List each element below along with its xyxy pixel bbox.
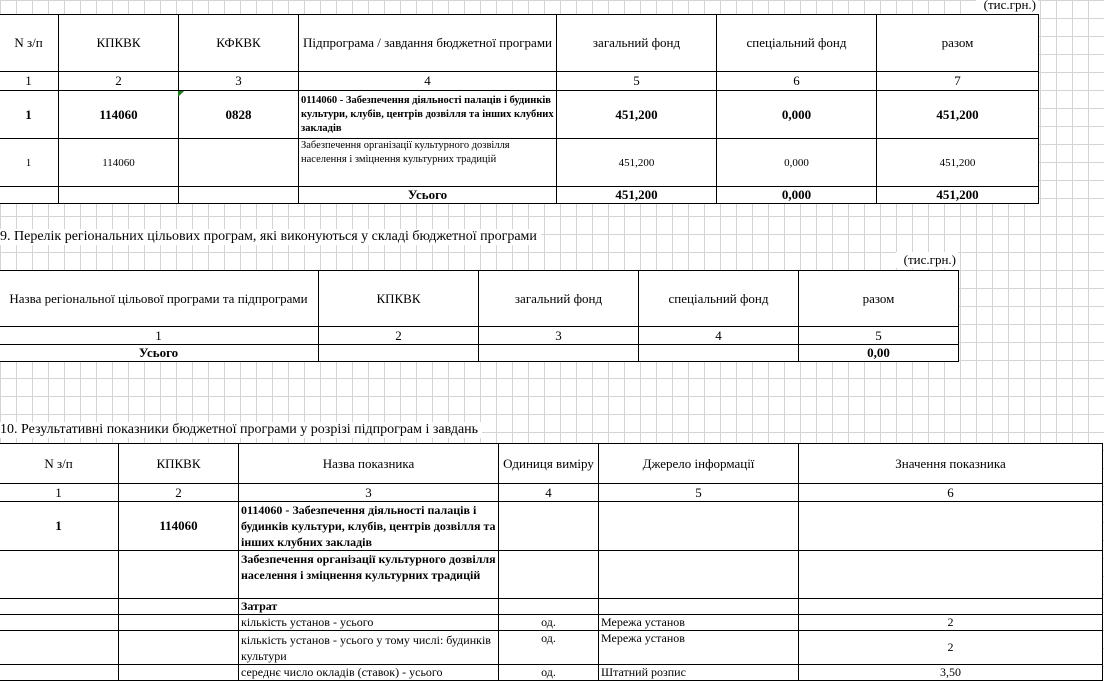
header-cell[interactable]: КПКВК — [119, 444, 239, 484]
indicator-value-cell[interactable]: 3,50 — [799, 665, 1103, 681]
indicator-source-cell[interactable]: Штатний розпис — [599, 665, 799, 681]
special-fund-cell[interactable]: 0,000 — [717, 187, 877, 204]
table3-header-row — [0, 444, 1103, 484]
table1-header-row — [0, 15, 1039, 72]
column-number-cell[interactable]: 2 — [319, 327, 479, 345]
column-number-cell[interactable]: 1 — [0, 72, 59, 91]
column-number-cell[interactable]: 1 — [0, 327, 319, 345]
indicator-unit-cell[interactable]: од. — [499, 615, 599, 631]
empty-cell[interactable] — [0, 599, 119, 615]
indicator-name-cell[interactable]: середнє число окладів (ставок) - усього — [239, 665, 499, 681]
empty-cell[interactable] — [0, 631, 119, 665]
column-number-cell[interactable]: 6 — [717, 72, 877, 91]
column-number-cell[interactable]: 6 — [799, 484, 1103, 502]
empty-cell[interactable] — [119, 551, 239, 599]
header-cell[interactable]: загальний фонд — [557, 15, 717, 72]
column-number-cell[interactable]: 4 — [299, 72, 557, 91]
header-cell[interactable]: КПКВК — [319, 271, 479, 327]
header-cell[interactable]: Одиниця виміру — [499, 444, 599, 484]
section-9-title: 9. Перелік регіональних цільових програм, які виконуються у складі бюджетної програми — [0, 229, 541, 245]
column-number-cell[interactable]: 4 — [499, 484, 599, 502]
column-number-cell[interactable]: 3 — [479, 327, 639, 345]
kpkvk-cell[interactable]: 114060 — [59, 139, 179, 187]
general-fund-cell[interactable]: 451,200 — [557, 91, 717, 139]
empty-cell[interactable] — [499, 599, 599, 615]
total-label-cell[interactable]: Усього — [0, 345, 319, 362]
empty-cell[interactable] — [0, 615, 119, 631]
row-number-cell[interactable]: 1 — [0, 502, 119, 551]
table3-indicator-row — [0, 615, 1103, 631]
performance-indicators-table — [0, 443, 1103, 681]
table1-task-row — [0, 139, 1039, 187]
table1-program-row — [0, 91, 1039, 139]
indicator-value-cell[interactable]: 2 — [799, 615, 1103, 631]
indicator-name-cell[interactable]: кількість установ - усього — [239, 615, 499, 631]
header-cell[interactable]: Значення показника — [799, 444, 1103, 484]
indicator-group-cell[interactable]: Затрат — [239, 599, 499, 615]
empty-cell[interactable] — [0, 665, 119, 681]
table3-indicator-row — [0, 631, 1103, 665]
indicator-unit-cell[interactable]: од. — [499, 665, 599, 681]
empty-cell[interactable] — [799, 599, 1103, 615]
column-number-cell[interactable]: 1 — [0, 484, 119, 502]
total-cell[interactable]: 451,200 — [877, 187, 1039, 204]
table3-number-row — [0, 484, 1103, 502]
special-fund-cell[interactable]: 0,000 — [717, 139, 877, 187]
indicator-value-cell[interactable]: 2 — [799, 631, 1103, 665]
header-cell[interactable]: спеціальний фонд — [717, 15, 877, 72]
indicator-source-cell[interactable]: Мережа установ — [599, 631, 799, 665]
column-number-cell[interactable]: 5 — [557, 72, 717, 91]
empty-cell[interactable] — [799, 551, 1103, 599]
header-cell[interactable]: загальний фонд — [479, 271, 639, 327]
task-name-cell[interactable]: Забезпечення організації культурного дозвілля населення і зміцнення культурних традицій — [239, 551, 499, 599]
empty-cell[interactable] — [499, 502, 599, 551]
column-number-cell[interactable]: 3 — [179, 72, 299, 91]
program-name-cell[interactable]: 0114060 - Забезпечення діяльності палаців і будинків культури, клубів, центрів дозвілля та інших клубних закладів — [299, 91, 557, 139]
header-cell[interactable]: разом — [877, 15, 1039, 72]
header-cell[interactable]: Назва регіональної цільової програми та підпрограми — [0, 271, 319, 327]
empty-cell[interactable] — [0, 551, 119, 599]
indicator-source-cell[interactable]: Мережа установ — [599, 615, 799, 631]
header-cell[interactable]: КПКВК — [59, 15, 179, 72]
kpkvk-cell[interactable]: 114060 — [119, 502, 239, 551]
total-cell[interactable]: 451,200 — [877, 91, 1039, 139]
column-number-cell[interactable]: 7 — [877, 72, 1039, 91]
column-number-cell[interactable]: 4 — [639, 327, 799, 345]
row-number-cell[interactable]: 1 — [0, 91, 59, 139]
empty-cell[interactable] — [119, 599, 239, 615]
indicator-unit-cell[interactable]: од. — [499, 631, 599, 665]
section-10-title: 10. Результативні показники бюджетної програми у розрізі підпрограм і завдань — [0, 422, 482, 438]
column-number-cell[interactable]: 2 — [59, 72, 179, 91]
special-fund-cell[interactable]: 0,000 — [717, 91, 877, 139]
header-cell[interactable]: N з/п — [0, 15, 59, 72]
total-value-cell[interactable]: 0,00 — [799, 345, 959, 362]
program-name-cell[interactable]: 0114060 - Забезпечення діяльності палаців і будинків культури, клубів, центрів дозвілля та інших клубних закладів — [239, 502, 499, 551]
empty-cell[interactable] — [119, 615, 239, 631]
empty-cell[interactable] — [119, 665, 239, 681]
header-cell[interactable]: Назва показника — [239, 444, 499, 484]
column-number-cell[interactable]: 5 — [599, 484, 799, 502]
general-fund-cell[interactable]: 451,200 — [557, 187, 717, 204]
empty-cell[interactable] — [59, 187, 179, 204]
header-cell[interactable]: Джерело інформації — [599, 444, 799, 484]
header-cell[interactable]: Підпрограма / завдання бюджетної програми — [299, 15, 557, 72]
table1-total-row — [0, 187, 1039, 204]
empty-cell[interactable] — [639, 345, 799, 362]
empty-cell[interactable] — [799, 502, 1103, 551]
table3-group-row — [0, 599, 1103, 615]
column-number-cell[interactable]: 3 — [239, 484, 499, 502]
section9-unit-label: (тис.грн.) — [896, 252, 958, 268]
table3-task-row — [0, 551, 1103, 599]
indicator-name-cell[interactable]: кількість установ - усього у тому числі: будинків культури — [239, 631, 499, 665]
kfkvk-cell[interactable] — [179, 139, 299, 187]
total-label-cell[interactable]: Усього — [299, 187, 557, 204]
cell-comment-marker-icon — [178, 91, 184, 97]
table3-indicator-row — [0, 665, 1103, 681]
task-name-cell[interactable]: Забезпечення організації культурного дозвілля населення і зміцнення культурних традицій — [299, 139, 557, 187]
total-cell[interactable]: 451,200 — [877, 139, 1039, 187]
row-number-cell[interactable]: 1 — [0, 139, 59, 187]
empty-cell[interactable] — [599, 551, 799, 599]
header-cell[interactable]: N з/п — [0, 444, 119, 484]
empty-cell[interactable] — [599, 502, 799, 551]
kfkvk-cell[interactable]: 0828 — [179, 91, 299, 139]
header-cell[interactable]: КФКВК — [179, 15, 299, 72]
empty-cell[interactable] — [479, 345, 639, 362]
column-number-cell[interactable]: 5 — [799, 327, 959, 345]
empty-cell[interactable] — [119, 631, 239, 665]
table1-number-row — [0, 72, 1039, 91]
empty-cell[interactable] — [599, 599, 799, 615]
header-cell[interactable]: разом — [799, 271, 959, 327]
table2-total-row — [0, 345, 959, 362]
table2-number-row — [0, 327, 959, 345]
column-number-cell[interactable]: 2 — [119, 484, 239, 502]
empty-cell[interactable] — [499, 551, 599, 599]
general-fund-cell[interactable]: 451,200 — [557, 139, 717, 187]
table1-unit-label: (тис.грн.) — [976, 0, 1038, 13]
header-cell[interactable]: спеціальний фонд — [639, 271, 799, 327]
budget-subprogram-table — [0, 14, 1039, 204]
empty-cell[interactable] — [179, 187, 299, 204]
kpkvk-cell[interactable]: 114060 — [59, 91, 179, 139]
empty-cell[interactable] — [0, 187, 59, 204]
table2-header-row — [0, 271, 959, 327]
table3-program-row — [0, 502, 1103, 551]
regional-programs-table — [0, 270, 959, 362]
empty-cell[interactable] — [319, 345, 479, 362]
